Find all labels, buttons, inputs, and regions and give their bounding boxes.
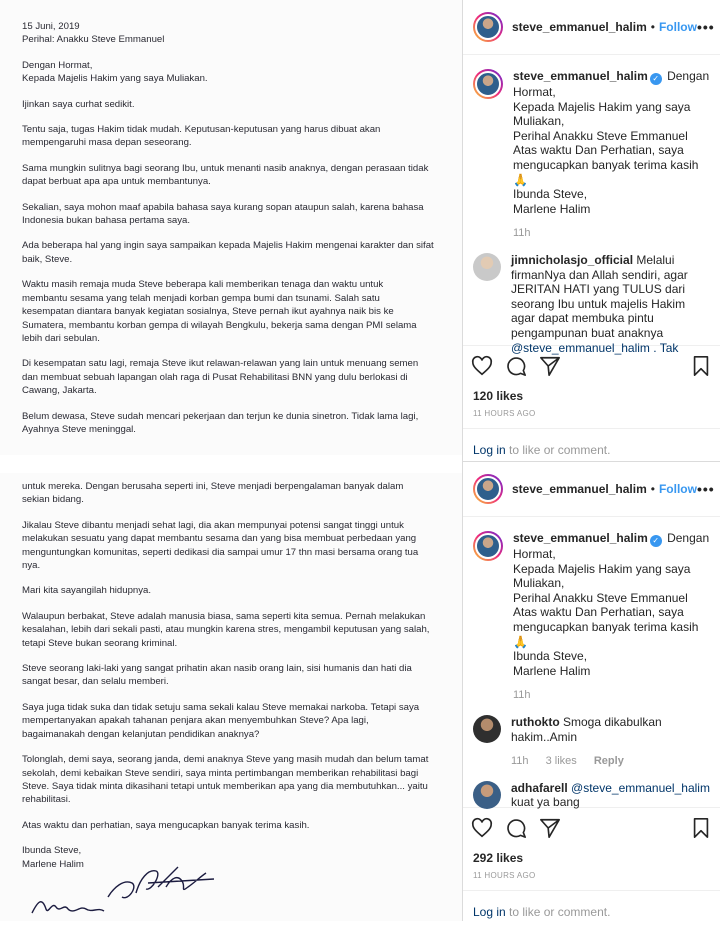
comment-text: kuat ya bang — [511, 795, 580, 810]
post-timestamp[interactable]: 11 HOURS AGO — [473, 409, 536, 418]
heart-icon[interactable] — [471, 817, 493, 839]
comment-username[interactable]: adhafarell — [511, 780, 568, 795]
avatar[interactable] — [473, 531, 503, 561]
comment — [473, 781, 710, 810]
comment-text: Melalui firmanNya dan Allah sendiri, agar JERITAN HATI yang TULUS dari seorang Ibu untuk majelis Hakim agar dapat membuka pintu pengampunan buat anaknya — [511, 252, 688, 340]
caption-signoff: Ibunda Steve, Marlene Halim — [513, 649, 591, 678]
comment-mention[interactable]: @steve_emmanuel_halim — [567, 780, 710, 795]
avatar[interactable] — [473, 12, 503, 42]
share-icon[interactable] — [539, 817, 561, 839]
letter-paragraph: Walaupun berbakat, Steve adalah manusia biasa, sama seperti kita semua. Pernah melakukan kesalahan, lebih dari sekali pasti, atau mungkin karena stres, mengambil keputusan yang salah, tetapi Steve bukan seorang kriminal. — [22, 610, 430, 649]
more-options-icon[interactable]: ••• — [696, 481, 715, 497]
folded-hands-emoji: 🙏 — [513, 634, 528, 649]
letter-paragraph: Sekalian, saya mohon maaf apabila bahasa saya kurang sopan ataupun salah, karena bahasa Indonesia bukan bahasa pertama saya. — [22, 201, 424, 227]
caption-username[interactable]: steve_emmanuel_halim — [513, 69, 648, 83]
comment-text: Smoga dikabulkan hakim..Amin — [511, 714, 662, 744]
letter-paragraph: Jikalau Steve dibantu menjadi sehat lagi, dia akan mempunyai potensi sangat tinggi untuk melakukan sesuatu yang dapat membantu sesama dan yang bisa membuat perbedaan yang menguntungkan komunitas, seperti dedikasi dia sampai umur 17 thn masi bersama orang tua nya. — [22, 519, 419, 572]
avatar[interactable] — [473, 474, 503, 504]
comment-icon[interactable] — [505, 355, 527, 377]
signoff-name: Marlene Halim — [22, 858, 84, 870]
comments-section — [463, 55, 720, 355]
post-header — [463, 462, 720, 517]
more-options-icon[interactable]: ••• — [696, 19, 715, 35]
verified-badge-icon: ✓ — [650, 535, 662, 547]
letter-paragraph: Belum dewasa, Steve sudah mencari pekerjaan dan terjun ke dunia sinetron. Tidak lama lagi, Ayahnya Steve meninggal. — [22, 410, 419, 435]
letter-page-2 — [22, 480, 454, 920]
letter-page-1 — [22, 20, 454, 450]
letter-paragraph: Tentu saja, tugas Hakim tidak mudah. Keputusan-keputusan yang harus dibuat akan mempengaruhi masa depan seseorang. — [22, 124, 381, 149]
letter-paragraph: Waktu masih remaja muda Steve beberapa kali memberikan tenaga dan waktu untuk membantu sesama yang telah menjadi korban gempa bumi dan tsunami. Salah satu kesempatan diantara banyak kegiatan sosialnya, Steve pernah ikut ayahnya naik bis ke Sumatera, membantu korban gempa di wilayah Bengkulu, bekerja sama dengan PMI selama lebih dari sebulan. — [22, 279, 417, 344]
likes-count[interactable]: 120 likes — [473, 389, 524, 403]
comments-section — [463, 517, 720, 810]
letter-paragraph: Mari kita sayangilah hidupnya. — [22, 585, 152, 597]
separator-dot: • — [650, 482, 655, 496]
letter-date: 15 Juni, 2019 — [22, 21, 80, 32]
login-link[interactable]: Log in — [473, 443, 506, 457]
letter-paragraph: Atas waktu dan perhatian, saya mengucapkan banyak terima kasih. — [22, 819, 310, 831]
login-text: to like or comment. — [505, 905, 611, 919]
post-header — [463, 0, 720, 55]
folded-hands-emoji: 🙏 — [513, 172, 528, 187]
comment-likes[interactable]: 3 likes — [545, 755, 577, 768]
handwritten-signature — [28, 857, 218, 919]
login-text: to like or comment. — [505, 443, 611, 457]
caption-time[interactable]: 11h — [513, 689, 531, 702]
caption — [473, 531, 710, 703]
post-timestamp[interactable]: 11 HOURS AGO — [473, 871, 536, 880]
letter-paragraph: Ada beberapa hal yang ingin saya sampaikan kepada Majelis Hakim mengenai karakter dan sifat baik, Steve. — [22, 240, 434, 265]
caption-meta — [513, 226, 710, 241]
avatar[interactable] — [473, 715, 501, 743]
login-link[interactable]: Log in — [473, 905, 506, 919]
caption-meta — [513, 688, 710, 703]
bookmark-icon[interactable] — [690, 817, 712, 839]
letter-paragraph: untuk mereka. Dengan berusaha seperti ini, Steve menjadi berpengalaman banyak dalam sekian bidang. — [22, 481, 404, 506]
comment-username[interactable]: ruthokto — [511, 714, 560, 729]
separator-dot: • — [650, 20, 655, 34]
likes-count[interactable]: 292 likes — [473, 851, 524, 865]
letter-paragraph: Ijinkan saya curhat sedikit. — [22, 98, 135, 110]
caption-text: Dengan Hormat, Kepada Majelis Hakim yang saya Muliakan, Perihal Anakku Steve Emmanuel Atas waktu Dan Perhatian, saya mengucapkan banyak terima kasih — [513, 69, 710, 172]
page-divider — [0, 455, 462, 473]
instagram-panel — [463, 0, 720, 921]
avatar[interactable] — [473, 781, 501, 809]
letter-paragraph: Di kesempatan satu lagi, remaja Steve ikut relawan-relawan yang lain untuk menuang semen dan membuat sebuah lapangan olah raga di Pusat Rehabilitasi BNN yang dulu berlokasi di Cawang, Jakarta. — [22, 358, 419, 397]
comment-username[interactable]: jimnicholasjo_official — [511, 252, 634, 267]
letter-paragraph: Sama mungkin sulitnya bagi seorang Ibu, untuk menanti nasib anaknya, dengan perasaan tidak dapat berbuat apa apa untuk membantunya. — [22, 162, 429, 188]
comment-meta — [511, 754, 710, 769]
avatar[interactable] — [473, 69, 503, 99]
comment-mention[interactable]: @steve_emmanuel_halim . Tak — [511, 340, 679, 355]
heart-icon[interactable] — [471, 355, 493, 377]
letter-paragraph: Dengan Hormat, Kepada Majelis Hakim yang saya Muliakan. — [22, 59, 208, 85]
follow-button[interactable]: Follow — [658, 20, 697, 34]
instagram-post — [463, 0, 720, 460]
caption-time[interactable]: 11h — [513, 227, 531, 240]
follow-button[interactable]: Follow — [658, 482, 697, 496]
bookmark-icon[interactable] — [690, 355, 712, 377]
avatar[interactable] — [473, 253, 501, 281]
letter-paragraph: Steve seorang laki-laki yang sangat prihatin akan nasib orang lain, sisi humanis dan hati dia sangat besar, dan selalu memberi. — [22, 663, 412, 688]
letter-subject: Perihal: Anakku Steve Emmanuel — [22, 34, 165, 46]
login-prompt — [463, 890, 720, 933]
instagram-post — [463, 461, 720, 921]
comment-icon[interactable] — [505, 817, 527, 839]
post-username[interactable]: steve_emmanuel_halim — [512, 20, 647, 34]
letter-header — [22, 20, 454, 47]
signoff-line: Ibunda Steve, — [22, 845, 82, 857]
reply-button[interactable]: Reply — [593, 755, 624, 768]
comment — [473, 253, 710, 355]
caption-username[interactable]: steve_emmanuel_halim — [513, 531, 648, 545]
caption-signoff: Ibunda Steve, Marlene Halim — [513, 187, 591, 216]
caption — [473, 69, 710, 241]
verified-badge-icon: ✓ — [650, 73, 662, 85]
comment — [473, 715, 710, 769]
comment-time[interactable]: 11h — [511, 755, 529, 768]
letter-paragraph: Saya juga tidak suka dan tidak setuju sama sekali kalau Steve memakai narkoba. Tetapi saya mempertanyakan apakah tahanan penjara akan menyembuhkan Steve? Apa lagi, bagaimanakah dengan kelanjutan pendidikan anaknya? — [22, 701, 420, 740]
share-icon[interactable] — [539, 355, 561, 377]
letter-paragraph: Tolonglah, demi saya, seorang janda, demi anaknya Steve yang masih mudah dan belum tamat sekolah, demi kebaikan Steve sendiri, saya minta pertimbangan memberikan rehabilitasi bagi Steve. Saya tidak minta dikasihani tetapi untuk memberikan apa yang dia membutuhkan... yaitu rehabilitasi. — [22, 754, 429, 806]
post-actions — [463, 807, 720, 847]
post-username[interactable]: steve_emmanuel_halim — [512, 482, 647, 496]
caption-text: Dengan Hormat, Kepada Majelis Hakim yang saya Muliakan, Perihal Anakku Steve Emmanuel Atas waktu Dan Perhatian, saya mengucapkan banyak terima kasih — [513, 531, 710, 634]
